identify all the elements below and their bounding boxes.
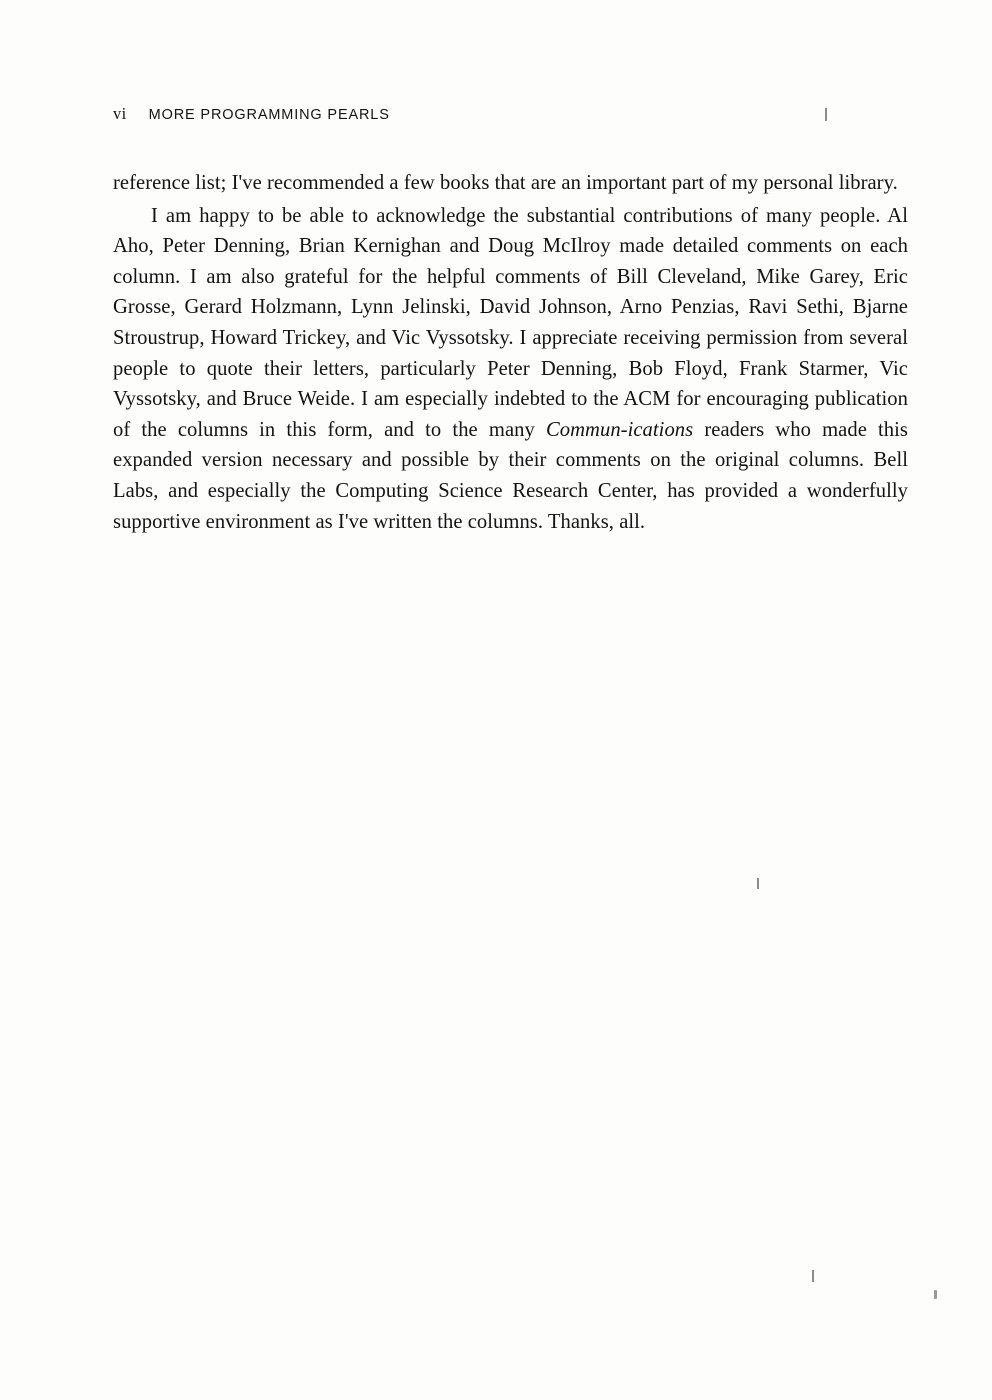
paragraph-opening: reference list; I've recommended a few books that are an important part of my personal library.	[113, 172, 898, 194]
page-number: vi	[113, 104, 127, 123]
ack-italic-commun: Commun-	[546, 418, 628, 441]
ack-text-part-1: I am happy to be able to acknowledge the substantial contributions of many people. Al Aho, Peter Denning, Brian Kernighan and Doug McIlroy made detailed comments on each column. I am also grateful for the helpful comments of Bill Cleveland, Mike Garey, Eric Grosse, Gerard Holzmann, Lynn Jelinski, David Johnson, Arno Penzias, Ravi Sethi, Bjarne Stroustrup, Howard Trickey, and Vic Vyssotsky. I appreciate receiving permission from several people to quote their letters, particularly Peter Denning, Bob Floyd, Frank Starmer, Vic Vyssotsky, and Bruce Weide. I am especially indebted to the ACM for encouraging publication of the columns in this form, and to the many	[113, 204, 908, 441]
paragraph-acknowledgements	[113, 201, 908, 538]
scan-artifact-speck	[934, 1290, 937, 1299]
ack-italic-ications: ications	[627, 418, 694, 441]
running-head	[113, 104, 879, 124]
scan-artifact-tick-lower	[812, 1270, 814, 1282]
scan-artifact-tick-top	[825, 108, 827, 121]
running-head-title: MORE PROGRAMMING PEARLS	[148, 107, 390, 123]
ack-text-part-2: readers who made this expanded version necessary and possible by their comments on the original columns. Bell Labs, and especially the Computing Science Research Center, has provided a wonderfully supportive environment as I've written the columns. Thanks, all.	[113, 418, 908, 533]
page-body	[113, 168, 908, 537]
scan-artifact-tick-mid	[757, 878, 759, 889]
